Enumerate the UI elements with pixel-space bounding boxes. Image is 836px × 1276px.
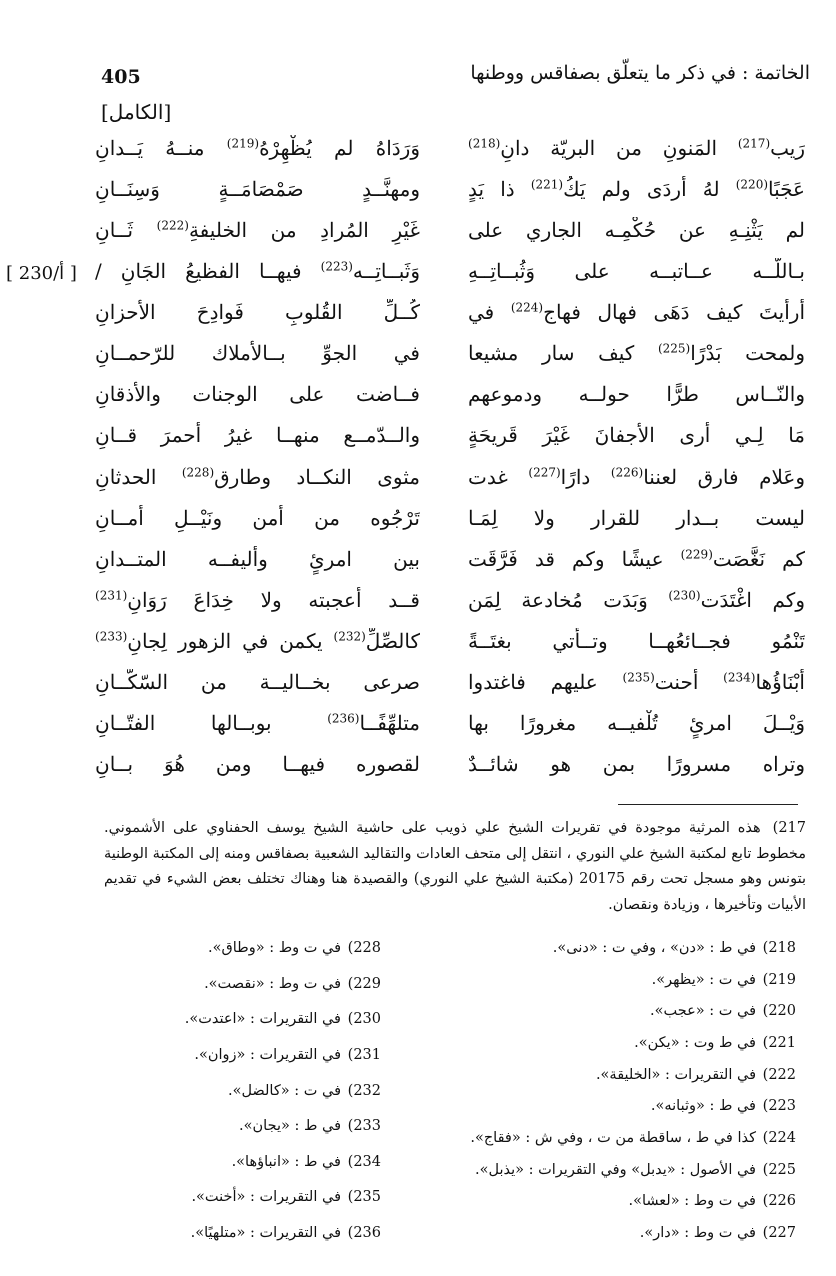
left-hemistich: في الجوِّ بــالأملاك للرّحمــانِ <box>95 341 420 366</box>
footnote-text: في ت : «يظهر». <box>651 971 756 988</box>
right-hemistich: عَجَبًا$^{(220)}$ لهُ أردَى ولم يَكُ$^{(221)}$ ذا يَدٍ <box>468 177 805 202</box>
footnote-number: 228) <box>347 940 381 956</box>
footnote-text: في ط : «دن» ، وفي ت : «دنى». <box>552 940 756 956</box>
poem-right-column <box>468 135 805 780</box>
right-hemistich: وَيْــلَ امرئٍ تُلْفيــه مغرورًا بها <box>468 710 805 735</box>
footnote-text: في ط : «وثبانه». <box>650 1098 756 1115</box>
footnote-item <box>416 970 796 990</box>
footnote-number: 236) <box>347 1225 381 1241</box>
footnote-number: 219) <box>762 971 796 988</box>
footnote-item <box>81 974 381 994</box>
footnote-text: في التقريرات : «متلهيًا». <box>190 1225 341 1241</box>
left-hemistich: لقصوره فيهــا ومن هُوَ بــانِ <box>95 751 420 776</box>
footnote-number: 225) <box>762 1161 796 1178</box>
right-hemistich: أَبْنَاؤُها$^{(234)}$ أحنت$^{(235)}$ عليهم فاغتدوا <box>468 669 805 694</box>
footnote-separator <box>618 804 798 805</box>
footnote-number: 234) <box>347 1153 381 1170</box>
footnote-number: 218) <box>762 940 796 956</box>
left-hemistich: وَرَدَاهُ لم يُظْهِرْهُ$^{(219)}$ منــهُ يَــدانِ <box>95 136 420 160</box>
right-hemistich: رَيب$^{(217)}$ المَنونِ من البريّة دانِ$^{(218)}$ <box>468 136 805 160</box>
footnote-number: 217) <box>772 820 806 836</box>
right-hemistich: وتراه مسرورًا بمن هو شائــدٌ <box>468 751 805 776</box>
footnote-item <box>81 1187 381 1207</box>
footnote-text: في ت وط : «وطاق». <box>208 940 341 956</box>
footnote-number: 223) <box>762 1098 796 1115</box>
right-hemistich: ليست بــدار للقرار ولا لِمَـا <box>468 505 805 530</box>
left-hemistich: قــد أعجبته ولا خِدَاعَ رَوَانِ$^{(231)}$ <box>95 587 420 612</box>
footnote-item <box>81 1081 381 1101</box>
footnote-item <box>416 1223 796 1243</box>
left-hemistich: والــدّمــع منهــا غيرُ أحمرَ قــانِ <box>95 423 420 448</box>
left-hemistich: وَثَبــاتِــه$^{(223)}$ فيهــا الفظيعُ الجَانِ / <box>95 259 420 284</box>
footnote-item <box>416 1191 796 1211</box>
footnote-item <box>416 938 796 958</box>
footnote-item <box>81 938 381 958</box>
footnote-text: في الأصول : «يدبل» وفي التقريرات : «يذبل». <box>474 1161 756 1178</box>
footnote-item <box>81 1009 381 1029</box>
right-hemistich: بـاللّــه عــاتبــه على وَثُبــاتِــهِ <box>468 259 805 284</box>
footnote-number: 232) <box>347 1082 381 1099</box>
running-head: الخاتمة : في ذكر ما يتعلّق بصفاقس ووطنها <box>470 62 810 84</box>
left-hemistich: متلهِّفًــا$^{(236)}$ بوبــالها الفتّــانِ <box>95 710 420 735</box>
footnote-number: 230) <box>347 1011 381 1028</box>
footnote-item <box>416 1096 796 1116</box>
footnote-text: في ت وط : «دار». <box>639 1224 756 1241</box>
footnote-item <box>81 1116 381 1136</box>
footnote-text: كذا في ط ، ساقطة من ت ، وفي ش : «فقاج». <box>470 1129 756 1146</box>
right-hemistich: مَا لِـي أرى الأجفانَ غَيْرَ قَريحَةٍ <box>468 423 805 448</box>
right-hemistich: وكم اغْتَدَت$^{(230)}$ وَبَدَت مُخادعة لِمَن <box>468 587 805 612</box>
right-hemistich: لم يَثْنِـهِ عن حُكْمِـه الجاري على <box>468 218 805 243</box>
right-hemistich: ولمحت بَدْرًا$^{(225)}$ كيف سار مشيعا <box>468 341 805 366</box>
footnote-text: في التقريرات : «أخنت». <box>191 1189 341 1206</box>
footnote-text: في التقريرات : «اعتدت». <box>184 1011 341 1028</box>
page-number: 405 <box>101 66 141 88</box>
footnote-number: 222) <box>762 1066 796 1083</box>
footnote-number: 221) <box>762 1034 796 1051</box>
footnote-text: في التقريرات : «زوان». <box>194 1046 341 1063</box>
footnote-text: هذه المرثية موجودة في تقريرات الشيخ علي ذويب على حاشية الشيخ يوسف الحفناوي على الأشموني. مخطوط تابع لمكتبة الشيخ علي النوري ، انتقل إلى متحف العادات والتقاليد الشعبية بصفاقس ومنه إلى المكتبة الوطنية بتونس وهو مسجل تحت رقم 20175 (مكتبة الشيخ علي النوري) والقصيدة هنا وهناك تختلف بعض الشيء في تقديم الأبيات وتأخيرها ، وزيادة ونقصان. <box>104 820 806 913</box>
left-hemistich: صرعى بخــاليــة من السّكّــانِ <box>95 669 420 694</box>
left-hemistich: ومهنَّــدٍ صَمْصَامَــةٍ وَسِنَــانِ <box>95 177 420 202</box>
right-hemistich: وعَلام فارق لعننا$^{(226)}$ دارًا$^{(227)}$ غدت <box>468 464 805 489</box>
left-hemistich: غَيْرِ المُرادِ من الخليفةِ$^{(222)}$ ثَــانِ <box>95 218 420 243</box>
left-hemistich: تَرْجُوه من أمن ونَيْــلِ أمــانِ <box>95 505 420 530</box>
footnote-item <box>416 1065 796 1085</box>
footnote-item <box>81 1045 381 1065</box>
footnote-number: 229) <box>347 975 381 992</box>
left-hemistich: فــاضت على الوجنات والأذقانِ <box>95 382 420 407</box>
footnote-number: 233) <box>347 1118 381 1135</box>
footnote-number: 235) <box>347 1189 381 1206</box>
footnote-text: في ط : «يجان». <box>239 1118 341 1135</box>
footnote-number: 226) <box>762 1193 796 1210</box>
footnote-number: 224) <box>762 1129 796 1146</box>
footnotes-left-column <box>81 938 381 1243</box>
footnote-item <box>81 1223 381 1243</box>
footnote-text: في التقريرات : «الخليقة». <box>595 1066 756 1083</box>
footnote-217 <box>104 816 806 918</box>
left-hemistich: مثوى النكــاد وطارق$^{(228)}$ الحدثانِ <box>95 464 420 489</box>
footnote-number: 220) <box>762 1003 796 1020</box>
footnote-text: في ت : «عجب». <box>650 1003 756 1020</box>
left-hemistich: بين امرئٍ وأليفــه المتــدانِ <box>95 546 420 571</box>
footnote-item <box>416 1128 796 1148</box>
right-hemistich: والنّــاس طرًّا حولــه ودموعهم <box>468 382 805 407</box>
footnote-text: في ت وط : «نقصت». <box>204 975 341 992</box>
footnote-item <box>416 1033 796 1053</box>
right-hemistich: تَنْمُو فجــائعُهــا وتــأتي بغتَــةً <box>468 628 805 653</box>
footnotes-right-column <box>416 938 796 1243</box>
footnote-text: في ط وت : «يكن». <box>634 1034 756 1051</box>
footnote-item <box>416 1001 796 1021</box>
meter-label: [الكامل] <box>101 100 172 124</box>
footnote-item <box>416 1160 796 1180</box>
footnote-text: في ت : «كالضل». <box>227 1082 341 1099</box>
margin-folio-reference: [ 230/أ ] <box>6 263 77 284</box>
right-hemistich: أرأيتَ كيف دَهَى فهال فهاج$^{(224)}$ في <box>468 300 805 325</box>
poem-left-column <box>95 135 420 780</box>
left-hemistich: كُــلِّ القُلوبِ فَوادِحَ الأحزانِ <box>95 300 420 325</box>
footnote-number: 231) <box>347 1046 381 1063</box>
left-hemistich: كالصِّلِّ$^{(232)}$ يكمن في الزهور لِجانِ$^{(233)}$ <box>95 628 420 653</box>
footnote-text: في ت وط : «لعشا». <box>628 1193 756 1210</box>
footnote-text: في ط : «انباؤها». <box>231 1153 341 1170</box>
right-hemistich: كم نَغَّصَت$^{(229)}$ عيشًا وكم قد فَرَّقَت <box>468 546 805 571</box>
footnote-item <box>81 1152 381 1172</box>
footnote-number: 227) <box>762 1224 796 1241</box>
